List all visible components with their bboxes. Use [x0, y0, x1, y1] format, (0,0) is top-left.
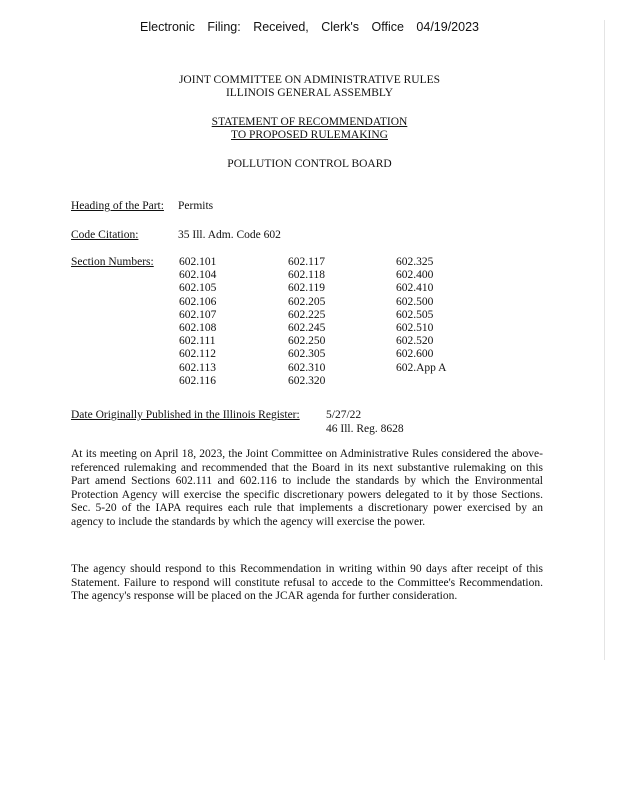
section-number: 602.113: [179, 361, 216, 374]
published-label: Date Originally Published in the Illinois Register:: [71, 409, 300, 421]
statement-title-text2: TO PROPOSED RULEMAKING: [231, 129, 388, 141]
section-column-3: [396, 256, 446, 375]
section-number: 602.116: [179, 374, 216, 387]
register-citation: 46 Ill. Reg. 8628: [326, 423, 404, 435]
section-numbers-label: Section Numbers:: [71, 256, 154, 268]
section-number: 602.250: [288, 335, 326, 348]
statement-title-line1: [0, 116, 619, 128]
section-number: 602.225: [288, 308, 326, 321]
heading-label: Heading of the Part:: [71, 200, 164, 212]
committee-name: JOINT COMMITTEE ON ADMINISTRATIVE RULES: [178, 74, 441, 86]
section-number: 602.107: [179, 308, 217, 321]
section-number: 602.106: [179, 295, 217, 308]
code-citation-value: 35 Ill. Adm. Code 602: [178, 229, 281, 241]
section-number: 602.510: [396, 321, 434, 334]
assembly-name: ILLINOIS GENERAL ASSEMBLY: [225, 87, 394, 99]
section-number: 602.500: [396, 295, 434, 308]
code-citation-label: Code Citation:: [71, 229, 139, 241]
section-number: 602.108: [179, 321, 217, 334]
recommendation-paragraph: At its meeting on April 18, 2023, the Joint Committee on Administrative Rules considered the above-referenced rulemaking and recommended that the Board in its next substantive rulemaking on this Part amend Sections 602.111 and 602.116 to include the standards by which the Environmental Protection Agency will exercise the specific discretionary powers delegated to it by those Sections. Sec. 5-20 of the IAPA requires each rule that implements a discretionary power exercised by an agency to include the standards by which the agency will exercise the power.: [71, 448, 543, 528]
response-paragraph: The agency should respond to this Recommendation in writing within 90 days after receipt of this Statement. Failure to respond will constitute refusal to accede to the Committee's Recommendation. The agency's response will be placed on the JCAR agenda for further consideration.: [71, 563, 543, 603]
section-number: 602.117: [288, 256, 325, 268]
section-number: 602.410: [396, 282, 434, 295]
section-number: 602.320: [288, 374, 326, 387]
heading-value: Permits: [178, 200, 214, 212]
section-column-1: [179, 256, 216, 388]
section-number: 602.105: [179, 282, 217, 295]
section-number: 602.104: [179, 269, 217, 282]
section-number: 602.119: [288, 282, 325, 295]
section-number: 602.App A: [396, 361, 447, 374]
section-number: 602.400: [396, 269, 434, 282]
published-date: 5/27/22: [326, 409, 362, 421]
section-number: 602.112: [179, 348, 216, 361]
section-number: 602.118: [288, 269, 325, 282]
section-number: 602.305: [288, 348, 326, 361]
section-number: 602.101: [179, 256, 217, 268]
agency-name: POLLUTION CONTROL BOARD: [227, 158, 392, 170]
statement-title-text1: STATEMENT OF RECOMMENDATION: [211, 116, 408, 128]
section-number: 602.310: [288, 361, 326, 374]
section-number: 602.600: [396, 348, 434, 361]
section-number: 602.245: [288, 321, 326, 334]
statement-title-line2: [0, 129, 619, 141]
filing-stamp: Electronic Filing: Received, Clerk's Office 04/19/2023: [140, 20, 479, 34]
section-number: 602.325: [396, 256, 434, 268]
section-number: 602.111: [179, 335, 216, 348]
section-column-2: [288, 256, 325, 388]
section-number: 602.520: [396, 335, 434, 348]
section-number: 602.505: [396, 308, 434, 321]
section-number: 602.205: [288, 295, 326, 308]
